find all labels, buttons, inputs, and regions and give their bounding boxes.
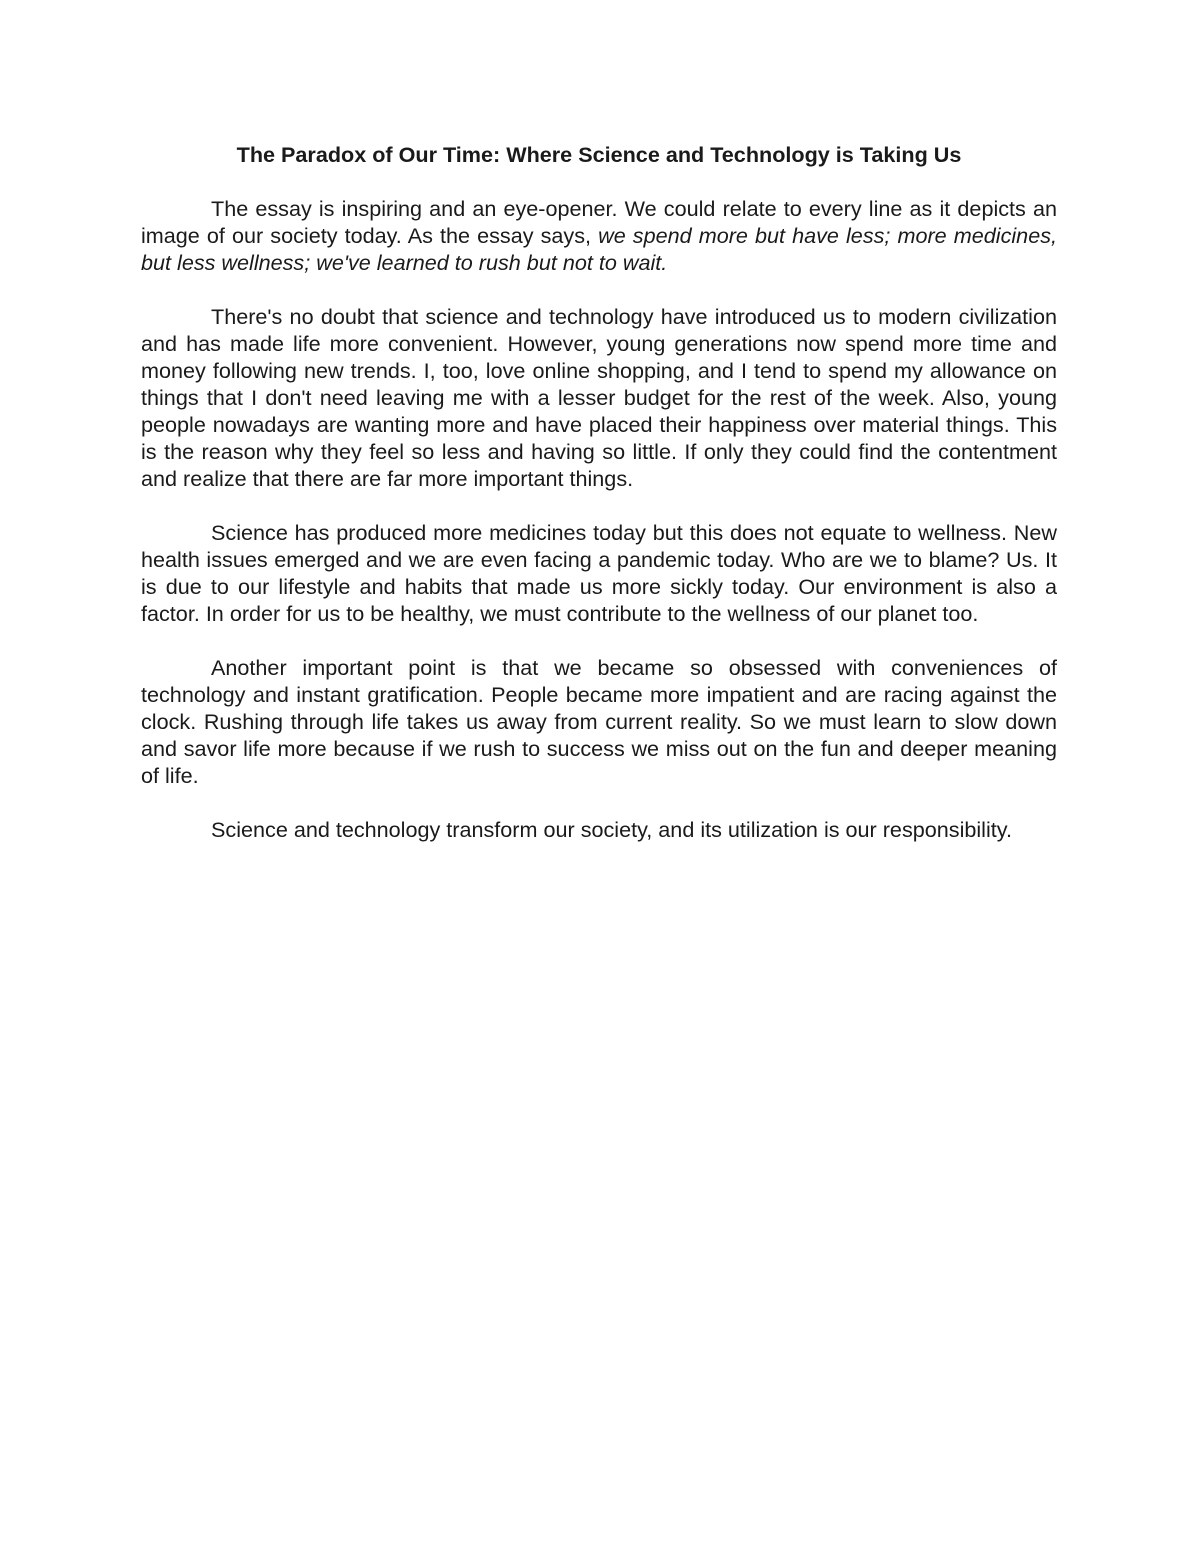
paragraph-1-quote: we spend more but have less; more medicines, but less wellness; we've learned to rush but not to wait. <box>141 223 1057 275</box>
paragraph-1 <box>141 195 1057 276</box>
paragraph-1-text: The essay is inspiring and an eye-opener. We could relate to every line as it depicts an image of our society today. As the essay says, <box>141 196 1057 248</box>
paragraph-2: There's no doubt that science and technology have introduced us to modern civilization and has made life more convenient. However, young generations now spend more time and money following new trends. I, too, love online shopping, and I tend to spend my allowance on things that I don't need leaving me with a lesser budget for the rest of the week. Also, young people nowadays are wanting more and have placed their happiness over material things. This is the reason why they feel so less and having so little. If only they could find the contentment and realize that there are far more important things. <box>141 304 1057 491</box>
paragraph-5: Science and technology transform our society, and its utilization is our responsibility. <box>211 817 1012 842</box>
document-body <box>141 141 1057 870</box>
paragraph-4: Another important point is that we became so obsessed with conveniences of technology and instant gratification. People became more impatient and are racing against the clock. Rushing through life takes us away from current reality. So we must learn to slow down and savor life more because if we rush to success we miss out on the fun and deeper meaning of life. <box>141 655 1057 788</box>
document-title: The Paradox of Our Time: Where Science and Technology is Taking Us <box>236 142 962 167</box>
paragraph-3: Science has produced more medicines today but this does not equate to wellness. New health issues emerged and we are even facing a pandemic today. Who are we to blame? Us. It is due to our lifestyle and habits that made us more sickly today. Our environment is also a factor. In order for us to be healthy, we must contribute to the wellness of our planet too. <box>141 520 1057 626</box>
